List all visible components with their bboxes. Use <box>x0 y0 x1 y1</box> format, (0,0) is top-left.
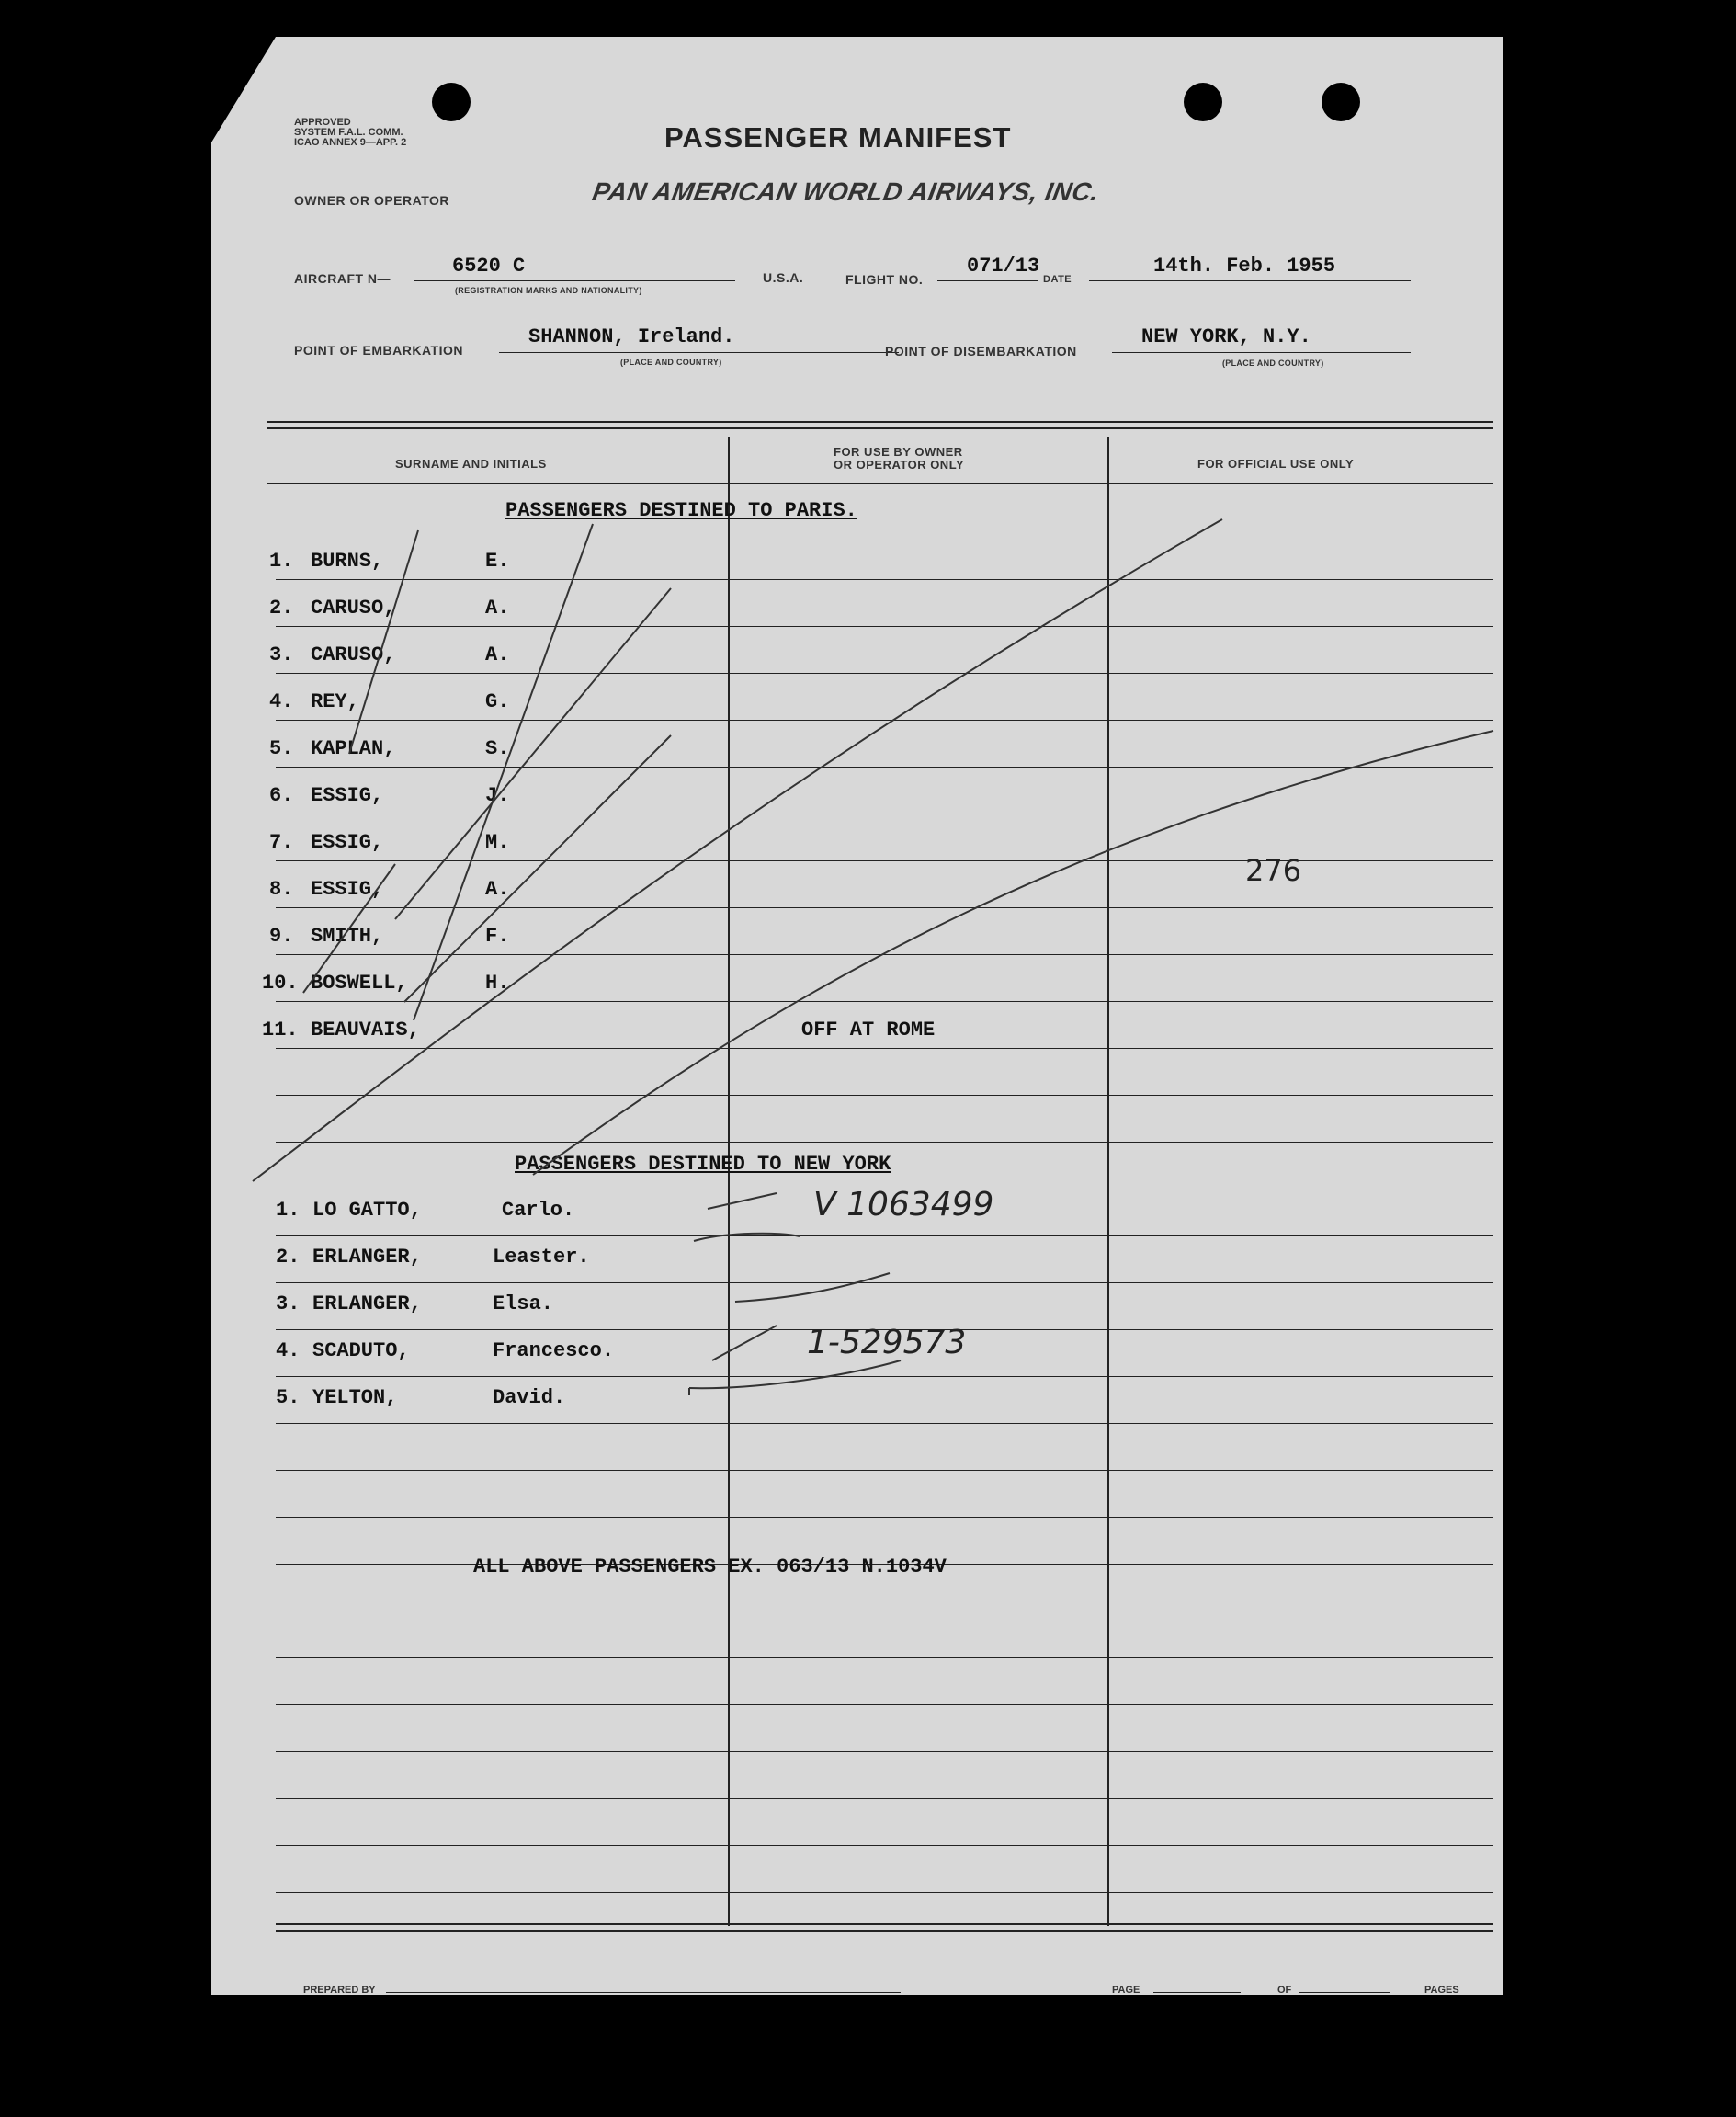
passenger-surname: CARUSO, <box>311 643 396 666</box>
passenger-initial: A. <box>485 878 510 901</box>
tick-mark <box>689 1360 901 1388</box>
passenger-number: 3. <box>269 643 294 666</box>
disembarkation-label: POINT OF DISEMBARKATION <box>885 344 1077 359</box>
flight-label: FLIGHT NO. <box>845 272 924 287</box>
embarkation-label: POINT OF EMBARKATION <box>294 343 463 358</box>
strike-mark <box>533 731 1493 1175</box>
tick-mark <box>708 1193 777 1209</box>
passenger-given-name: Elsa. <box>493 1292 554 1315</box>
strike-mark <box>303 864 395 993</box>
passenger-given-name: Francesco. <box>493 1339 615 1362</box>
passenger-initial: S. <box>485 737 510 760</box>
strike-mark <box>395 588 671 919</box>
passenger-number: 8. <box>269 878 294 901</box>
passenger-number: 5. <box>276 1386 301 1409</box>
embarkation-value: SHANNON, Ireland. <box>528 325 735 348</box>
passenger-initial: M. <box>485 831 510 854</box>
col-owner-header-1: FOR USE BY OWNER <box>834 445 963 459</box>
passenger-given-name: Leaster. <box>493 1246 590 1269</box>
passenger-surname: BEAUVAIS, <box>311 1019 420 1041</box>
passenger-number: 2. <box>269 597 294 620</box>
passenger-surname: ERLANGER, <box>312 1292 422 1315</box>
passenger-surname: SMITH, <box>311 925 384 948</box>
col-official-header: FOR OFFICIAL USE ONLY <box>1197 457 1355 471</box>
passenger-number: 6. <box>269 784 294 807</box>
flight-number: 071/13 <box>967 255 1040 278</box>
passenger-initial: F. <box>485 925 510 948</box>
handwritten-number-2: 1-529573 <box>807 1324 967 1361</box>
passenger-surname: BURNS, <box>311 550 384 573</box>
passenger-initial: A. <box>485 643 510 666</box>
footer-note: ALL ABOVE PASSENGERS EX. 063/13 N.1034V <box>473 1555 947 1578</box>
passenger-number: 4. <box>269 690 294 713</box>
passenger-number: 2. <box>276 1246 301 1269</box>
passenger-number: 1. <box>276 1199 301 1222</box>
passenger-initial: G. <box>485 690 510 713</box>
passenger-surname: KAPLAN, <box>311 737 396 760</box>
passenger-surname: YELTON, <box>312 1386 398 1409</box>
passenger-number: 7. <box>269 831 294 854</box>
off-at-rome-note: OFF AT ROME <box>801 1019 936 1041</box>
passenger-initial: A. <box>485 597 510 620</box>
strike-mark <box>349 530 418 754</box>
approval-block: APPROVED SYSTEM F.A.L. COMM. ICAO ANNEX 9—APP. 2 <box>294 117 407 148</box>
manifest-page <box>211 37 1503 1995</box>
passenger-surname: ESSIG, <box>311 784 384 807</box>
passenger-initial: E. <box>485 550 510 573</box>
passenger-surname: ESSIG, <box>311 878 384 901</box>
aircraft-label: AIRCRAFT N— <box>294 271 391 286</box>
passenger-surname: ESSIG, <box>311 831 384 854</box>
date-label: DATE <box>1043 274 1072 285</box>
page-label: PAGE <box>1112 1985 1140 1996</box>
handwritten-number-1: V 1063499 <box>813 1186 994 1224</box>
passenger-number: 4. <box>276 1339 301 1362</box>
place-caption-2: (PLACE AND COUNTRY) <box>1222 359 1324 368</box>
pages-label: PAGES <box>1424 1985 1459 1996</box>
passenger-surname: ERLANGER, <box>312 1246 422 1269</box>
usa-label: U.S.A. <box>763 270 804 285</box>
owner-label: OWNER OR OPERATOR <box>294 193 449 208</box>
strike-mark <box>253 519 1222 1181</box>
col-owner-header-2: OR OPERATOR ONLY <box>834 458 965 472</box>
passenger-surname: REY, <box>311 690 359 713</box>
passenger-initial: H. <box>485 972 510 995</box>
strike-mark <box>404 735 671 1002</box>
passenger-number: 3. <box>276 1292 301 1315</box>
passenger-given-name: David. <box>493 1386 566 1409</box>
passenger-number: 11. <box>262 1019 299 1041</box>
passenger-number: 1. <box>269 550 294 573</box>
tick-mark <box>735 1273 890 1302</box>
passenger-number: 9. <box>269 925 294 948</box>
col-surname-header: SURNAME AND INITIALS <box>395 457 547 471</box>
place-caption-1: (PLACE AND COUNTRY) <box>620 358 722 367</box>
tick-mark <box>712 1326 777 1360</box>
page-title: PASSENGER MANIFEST <box>664 121 1012 154</box>
passenger-number: 5. <box>269 737 294 760</box>
aircraft-value: 6520 C <box>452 255 526 278</box>
of-label: OF <box>1277 1985 1292 1996</box>
date-value: 14th. Feb. 1955 <box>1153 255 1336 278</box>
pencil-marks <box>211 37 1503 1995</box>
passenger-surname: LO GATTO, <box>312 1199 422 1222</box>
registration-caption: (REGISTRATION MARKS AND NATIONALITY) <box>455 286 642 295</box>
operator-name: PAN AMERICAN WORLD AIRWAYS, INC. <box>590 177 1102 206</box>
tick-mark <box>694 1234 800 1241</box>
passenger-given-name: Carlo. <box>502 1199 575 1222</box>
prepared-by-label: PREPARED BY <box>303 1985 376 1996</box>
passenger-number: 10. <box>262 972 299 995</box>
paris-heading: PASSENGERS DESTINED TO PARIS. <box>505 499 857 522</box>
official-number: 276 <box>1245 853 1302 888</box>
disembarkation-value: NEW YORK, N.Y. <box>1141 325 1311 348</box>
passenger-surname: SCADUTO, <box>312 1339 410 1362</box>
passenger-surname: BOSWELL, <box>311 972 408 995</box>
passenger-initial: J. <box>485 784 510 807</box>
passenger-surname: CARUSO, <box>311 597 396 620</box>
newyork-heading: PASSENGERS DESTINED TO NEW YORK <box>515 1153 891 1176</box>
